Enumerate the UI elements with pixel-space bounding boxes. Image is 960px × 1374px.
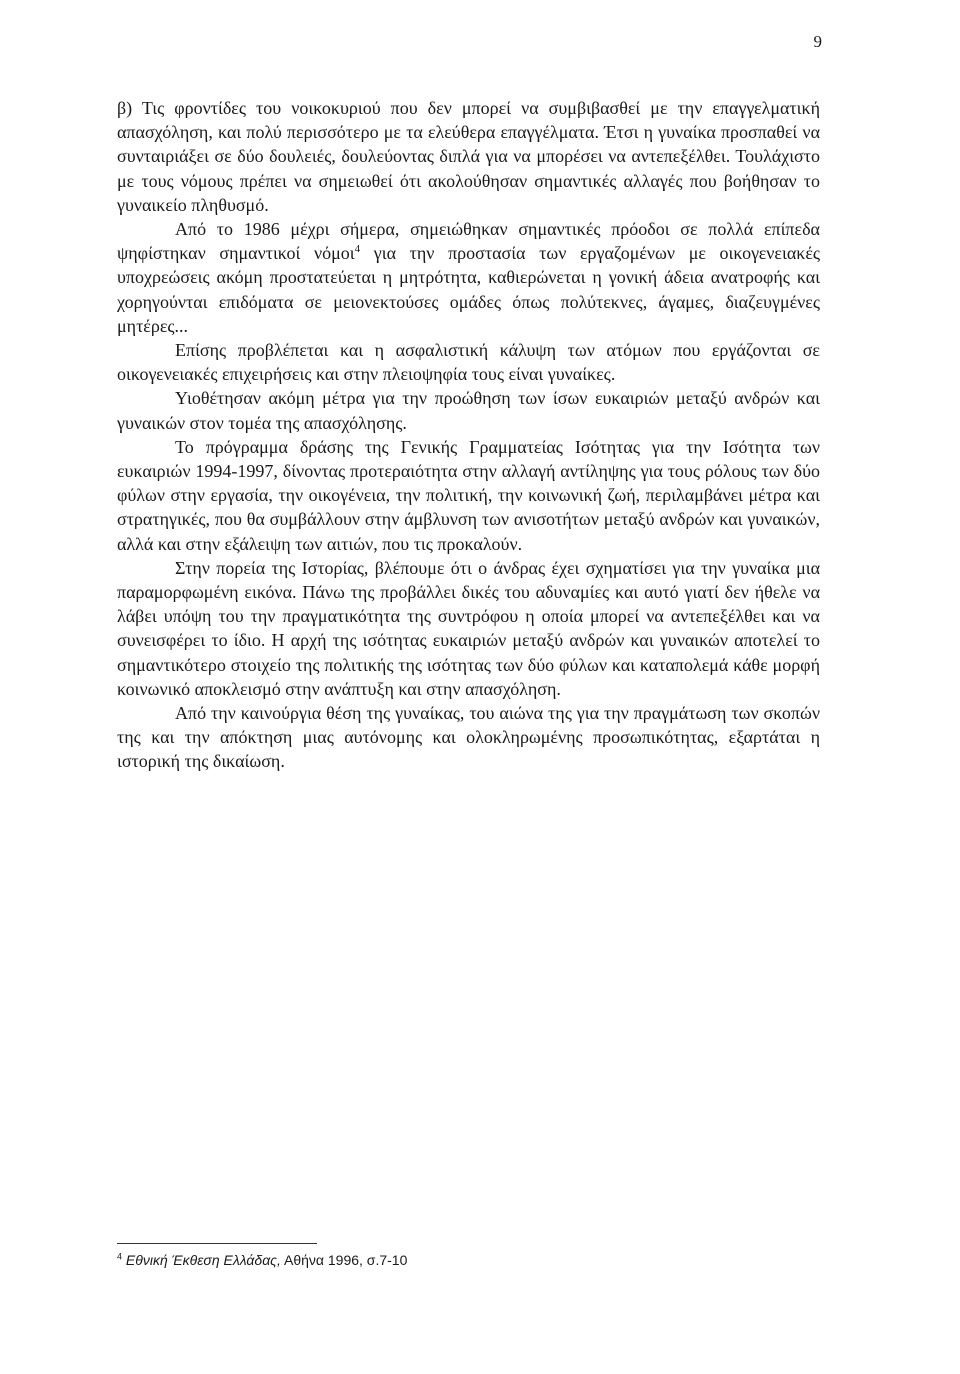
paragraph-conclusion: Από την καινούργια θέση της γυναίκας, του αιώνα της για την πραγμάτωση των σκοπών της και την απόκτηση μιας αυτόνομης και ολοκληρωμένης προσωπικότητας, εξαρτάται η ιστορική της δικαίωση. [117, 703, 820, 772]
paragraph-laws-end: για την προστασία των εργαζομένων με οικογενειακές υποχρεώσεις ακόμη προστατεύεται η μητρότητα, καθιερώνεται η γονική άδεια ανατροφής και χορηγούνται επιδόματα σε μειονεκτούσες ομάδες όπως πολύτεκνες, άγαμες, διαζευγμένες μητέρες... [117, 243, 821, 336]
paragraph-household: β) Τις φροντίδες του νοικοκυριού που δεν μπορεί να συμβιβασθεί με την επαγγελματική απασχόληση, και πολύ περισσότερο με τα ελεύθερα επαγγέλματα. Έτσι η γυναίκα προσπαθεί να συνταιριάξει σε δύο δουλειές, δουλεύοντας διπλά για να μπορέσει να αντεπεξέλθει. Τουλάχιστο με τους νόμους πρέπει να σημειωθεί ότι ακολούθησαν σημαντικές αλλαγές που βοήθησαν το γυναικείο πληθυσμό. [117, 98, 820, 215]
footnote-marker: 4 [117, 1251, 123, 1262]
footnote-source-title: Εθνική Έκθεση Ελλάδας, [125, 1252, 281, 1268]
paragraph-insurance: Επίσης προβλέπεται και η ασφαλιστική κάλυψη των ατόμων που εργάζονται σε οικογενειακές επιχειρήσεις και στην πλειοψηφία τους είναι γυναίκες. [117, 340, 820, 385]
footnote-source-details: Αθήνα 1996, σ.7-10 [280, 1252, 408, 1268]
footnote-divider [117, 1243, 317, 1244]
footnote-reference: 4 [354, 243, 361, 256]
page-number: 9 [813, 32, 822, 51]
paragraph-history: Στην πορεία της Ιστορίας, βλέπουμε ότι ο άνδρας έχει σχηματίσει για την γυναίκα μια παραμορφωμένη εικόνα. Πάνω της προβάλλει δικές του αδυναμίες και αυτό γιατί δεν ήθελε να λάβει υπόψη του την πραγματικότητα της συντρόφου η οποία μπορεί να αντεπεξέλθει και να συνεισφέρει το ίδιο. Η αρχή της ισότητας ευκαιριών μεταξύ ανδρών και γυναικών αποτελεί το σημαντικότερο στοιχείο της πολιτικής της ισότητας των δύο φύλων και καταπολεμά κάθε μορφή κοινωνικό αποκλεισμό στην ανάπτυξη και στην απασχόληση. [117, 557, 820, 699]
body-text [117, 96, 820, 774]
paragraph-action-programme: Το πρόγραμμα δράσης της Γενικής Γραμματείας Ισότητας για την Ισότητα των ευκαιριών 1994-1997, δίνοντας προτεραιότητα στην αλλαγή αντίληψης για τους ρόλους των δύο φύλων στην εργασία, την οικογένεια, την πολιτική, την κοινωνική ζωή, περιλαμβάνει μέτρα και στρατηγικές, που θα συμβάλλουν στην άμβλυνση των ανισοτήτων μεταξύ ανδρών και γυναικών, αλλά και στην εξάλειψη των αιτιών, που τις προκαλούν. [117, 436, 820, 554]
paragraph-equal-opportunities: Υιοθέτησαν ακόμη μέτρα για την προώθηση των ίσων ευκαιριών μεταξύ ανδρών και γυναικών στον τομέα της απασχόλησης. [117, 388, 820, 433]
footnote [117, 1252, 407, 1268]
paragraph-laws [117, 217, 820, 338]
paragraph-laws-start: Από το 1986 μέχρι σήμερα, σημειώθηκαν σημαντικές πρόοδοι σε πολλά επίπεδα ψηφίστηκαν σημαντικοί νόμοι [117, 219, 820, 264]
